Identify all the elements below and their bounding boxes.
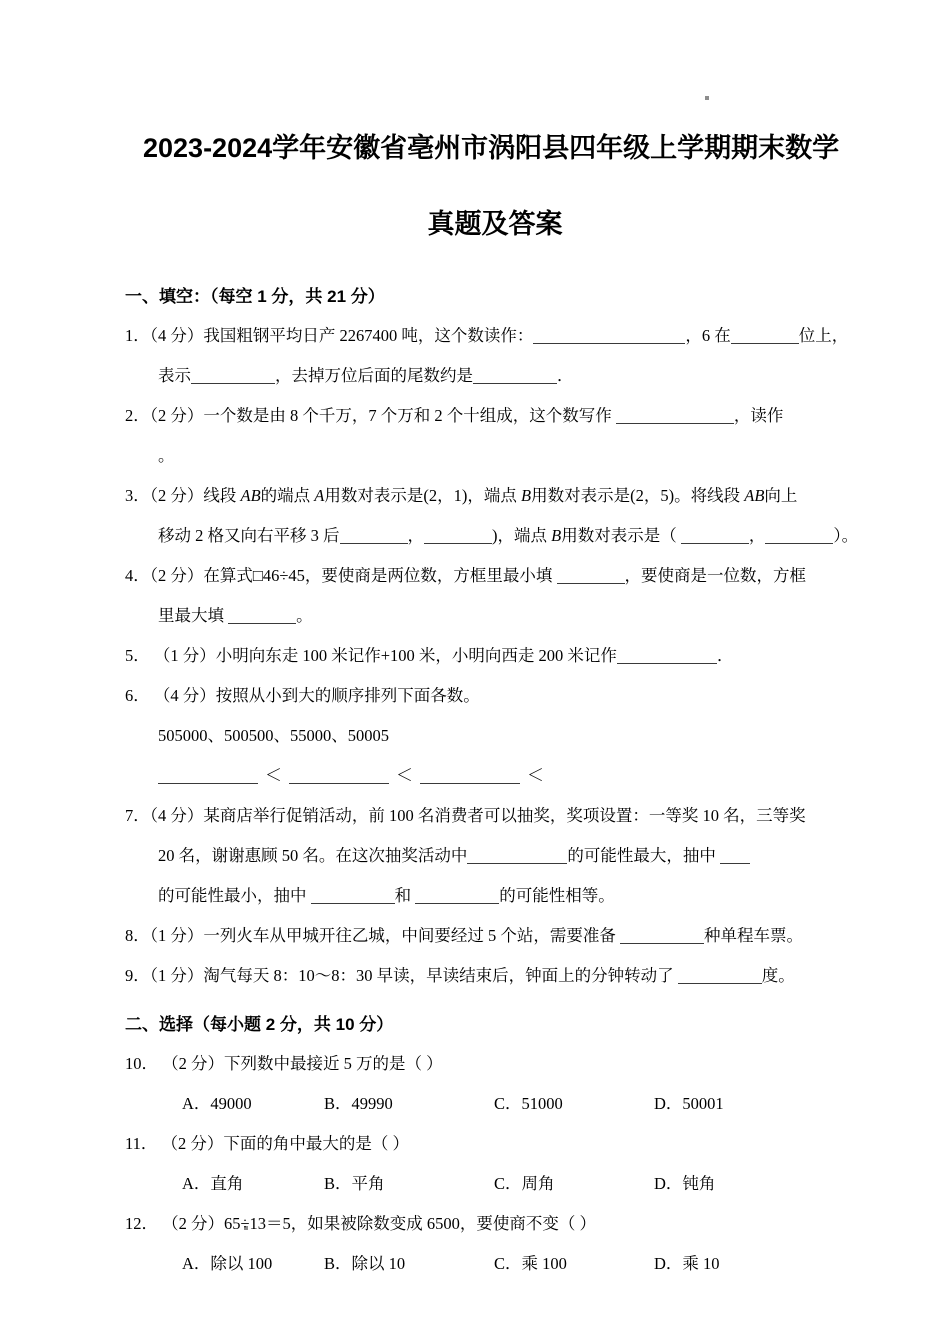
answer-blank[interactable] — [424, 528, 492, 544]
section-heading-multiple-choice: 二、选择（每小题 2 分，共 10 分） — [125, 1015, 394, 1034]
answer-blank[interactable] — [557, 568, 625, 584]
option-d[interactable]: D．钝角 — [654, 1174, 716, 1193]
answer-blank[interactable] — [681, 528, 749, 544]
question-1-line-2 — [125, 356, 865, 396]
option-a[interactable]: A．除以 100 — [182, 1254, 273, 1273]
question-5 — [125, 636, 865, 676]
question-10-stem: 10． （2 分）下列数中最接近 5 万的是（ ） — [125, 1054, 443, 1073]
question-3-text-b: 的端点 — [260, 486, 311, 505]
question-2-text-b: ，读作 — [733, 406, 784, 425]
answer-blank[interactable] — [467, 848, 567, 864]
question-7-line-3 — [125, 876, 865, 916]
question-2-text-a: 2．（2 分）一个数是由 8 个千万，7 个万和 2 个十组成，这个数写作 — [125, 406, 612, 425]
question-7-text-b: 20 名，谢谢惠顾 50 名。在这次抽奖活动中 — [158, 846, 468, 865]
question-7-text-c: 的可能性最大，抽中 — [567, 846, 716, 865]
less-than-icon: ＜ — [396, 766, 413, 785]
question-3-line-1 — [125, 476, 865, 516]
question-11-options — [125, 1164, 865, 1204]
point-label-b-2: B — [551, 526, 562, 545]
question-9-text-b: 度。 — [761, 966, 795, 985]
question-2 — [125, 396, 865, 476]
answer-blank[interactable] — [415, 888, 499, 904]
question-6-line-2 — [125, 716, 865, 756]
question-1-text-c: 位上， — [798, 326, 849, 345]
option-c[interactable]: C．51000 — [494, 1094, 563, 1113]
question-1-text-b: ，6 在 — [685, 326, 731, 345]
answer-blank[interactable] — [678, 968, 762, 984]
question-7 — [125, 796, 865, 916]
question-3-text-i: 用数对表示是（ — [561, 526, 677, 545]
question-5-line-1 — [125, 636, 865, 676]
answer-blank[interactable] — [617, 648, 717, 664]
option-c[interactable]: C．周角 — [494, 1174, 555, 1193]
question-8-line-1 — [125, 916, 865, 956]
question-1-line-1 — [125, 316, 865, 356]
question-7-text-f: 的可能性相等。 — [499, 886, 615, 905]
question-7-text-d: 的可能性最小，抽中 — [158, 886, 307, 905]
question-6 — [125, 676, 865, 796]
question-6-line-3 — [125, 756, 865, 796]
question-7-text-e: 和 — [394, 886, 412, 905]
question-7-line-1 — [125, 796, 865, 836]
question-4-text-b: ，要使商是一位数，方框 — [624, 566, 807, 585]
question-11-stem: 11． （2 分）下面的角中最大的是（ ） — [125, 1134, 410, 1153]
document-body — [125, 0, 865, 1284]
question-5-text-a: 5． （1 分）小明向东走 100 米记作+100 米，小明向西走 200 米记作 — [125, 646, 617, 665]
option-b[interactable]: B．平角 — [324, 1174, 385, 1193]
option-d[interactable]: D．乘 10 — [654, 1254, 720, 1273]
question-3-text-a: 3．（2 分）线段 — [125, 486, 237, 505]
question-4-text-a: 4．（2 分）在算式□46÷45，要使商是两位数，方框里最小填 — [125, 566, 553, 585]
question-2-line-2 — [125, 436, 865, 476]
question-3-text-k: ）。 — [833, 526, 859, 545]
question-3-text-g: ， — [407, 526, 424, 545]
question-2-line-1 — [125, 396, 865, 436]
answer-blank[interactable] — [420, 768, 520, 784]
answer-blank[interactable] — [289, 768, 389, 784]
question-4 — [125, 556, 865, 636]
question-10 — [125, 1044, 865, 1084]
question-3-line-2 — [125, 516, 865, 556]
question-3-text-e: 向上 — [764, 486, 798, 505]
less-than-icon: ＜ — [527, 766, 544, 785]
question-3-text-c: 用数对表示是(2，1)，端点 — [324, 486, 517, 505]
answer-blank[interactable] — [720, 848, 750, 864]
answer-blank[interactable] — [340, 528, 408, 544]
question-7-text-a: 7．（4 分）某商店举行促销活动，前 100 名消费者可以抽奖，奖项设置：一等奖 10 名，三等奖 — [125, 806, 806, 825]
answer-blank[interactable] — [616, 408, 734, 424]
question-1-text-f: ． — [557, 366, 574, 385]
answer-blank[interactable] — [311, 888, 395, 904]
option-b[interactable]: B．除以 10 — [324, 1254, 406, 1273]
section-heading-fill-in-blank: 一、填空：（每空 1 分，共 21 分） — [125, 287, 385, 306]
question-8-text-a: 8．（1 分）一列火车从甲城开往乙城，中间要经过 5 个站，需要准备 — [125, 926, 616, 945]
document-title-line-2: 真题及答案 — [427, 209, 563, 239]
segment-label-ab-2: AB — [744, 486, 765, 505]
question-3-text-d: 用数对表示是(2，5)。将线段 — [531, 486, 741, 505]
answer-blank[interactable] — [158, 768, 258, 784]
question-4-line-2 — [125, 596, 865, 636]
point-label-a: A — [314, 486, 325, 505]
question-7-line-2 — [125, 836, 865, 876]
option-a[interactable]: A．49000 — [182, 1094, 252, 1113]
question-3-text-f: 移动 2 格又向右平移 3 后 — [158, 526, 340, 545]
question-4-text-c: 里最大填 — [158, 606, 224, 625]
question-1-text-e: ，去掉万位后面的尾数约是 — [275, 366, 473, 385]
option-a[interactable]: A．直角 — [182, 1174, 244, 1193]
question-3-text-h: )，端点 — [492, 526, 547, 545]
option-d[interactable]: D．50001 — [654, 1094, 724, 1113]
question-2-text-c: 。 — [158, 446, 175, 465]
document-title-line-1: 2023-2024学年安徽省亳州市涡阳县四年级上学期期末数学 — [143, 133, 840, 163]
question-1-text-a: 1．（4 分）我国粗钢平均日产 2267400 吨，这个数读作： — [125, 326, 534, 345]
question-3-text-j: ， — [748, 526, 766, 545]
question-8-text-b: 种单程车票。 — [704, 926, 803, 945]
segment-label-ab: AB — [240, 486, 261, 505]
answer-blank[interactable] — [765, 528, 833, 544]
answer-blank[interactable] — [228, 608, 296, 624]
question-9-line-1 — [125, 956, 865, 996]
point-label-b: B — [521, 486, 532, 505]
question-12-options — [125, 1244, 865, 1284]
question-11 — [125, 1124, 865, 1164]
question-10-options — [125, 1084, 865, 1124]
answer-blank[interactable] — [191, 368, 275, 384]
answer-blank[interactable] — [620, 928, 704, 944]
answer-blank[interactable] — [473, 368, 557, 384]
question-8 — [125, 916, 865, 956]
question-5-text-b: ． — [716, 646, 734, 665]
question-12 — [125, 1204, 865, 1244]
question-1-text-d: 表示 — [158, 366, 191, 385]
question-3 — [125, 476, 865, 556]
question-1 — [125, 316, 865, 396]
question-12-stem: 12． （2 分）65÷13＝5，如果被除数变成 6500，要使商不变（ ） — [125, 1214, 597, 1233]
answer-blank[interactable] — [533, 328, 685, 344]
option-c[interactable]: C．乘 100 — [494, 1254, 567, 1273]
question-4-text-d: 。 — [296, 606, 313, 625]
question-6-number-list: 505000、500500、55000、50005 — [158, 726, 389, 745]
question-4-line-1 — [125, 556, 865, 596]
answer-blank[interactable] — [731, 328, 799, 344]
question-9 — [125, 956, 865, 996]
less-than-icon: ＜ — [265, 766, 282, 785]
question-6-text-a: 6． （4 分）按照从小到大的顺序排列下面各数。 — [125, 686, 480, 705]
option-b[interactable]: B．49990 — [324, 1094, 393, 1113]
question-6-line-1 — [125, 676, 865, 716]
question-9-text-a: 9．（1 分）淘气每天 8：10～8：30 早读，早读结束后，钟面上的分钟转动了 — [125, 966, 674, 985]
